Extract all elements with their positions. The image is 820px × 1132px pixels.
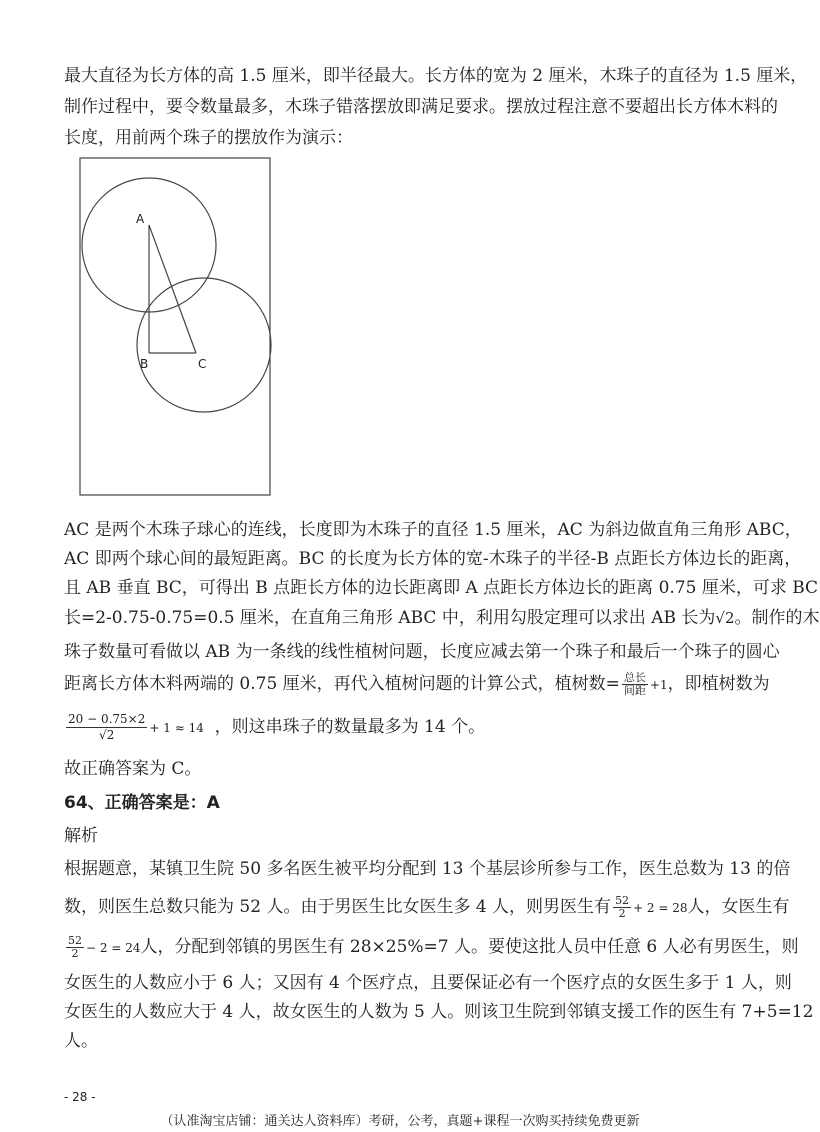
female-expression: − 2 = 24 — [86, 941, 141, 955]
conclusion-text: 故正确答案为 C。 — [64, 759, 202, 779]
explanation-line-5: 珠子数量可看做以 AB 为一条线的线性植树问题，长度应减去第一个珠子和最后一个珠子的圆心 — [64, 642, 780, 662]
male-fraction — [613, 895, 631, 920]
calculation-result: + 1 ≈ 14 — [149, 721, 204, 735]
explanation-line-6 — [64, 672, 770, 697]
point-c-label: C — [198, 357, 207, 371]
q64-line-3-tail: 人，分配到邻镇的男医生有 28×25%=7 人。要使这批人员中任意 6 人必有男医生，则 — [140, 937, 799, 957]
formula-numerator: 总长 — [623, 671, 646, 684]
calculation-numerator: 20 − 0.75×2 — [68, 712, 146, 726]
q64-line-1: 根据题意，某镇卫生院 50 多名医生被平均分配到 13 个基层诊所参与工作，医生总数为 13 的倍 — [64, 859, 791, 879]
formula-plus-one: +1 — [649, 678, 668, 692]
explanation-line-4-tail: 。制作的木 — [734, 608, 820, 628]
explanation-line-3: 且 AB 垂直 BC，可得出 B 点距长方体的边长距离即 A 点距长方体边长的距离 0.75 厘米，可求 BC — [64, 578, 819, 598]
male-fraction-numerator: 52 — [615, 894, 630, 907]
explanation-line-6-tail: ，即植树数为 — [667, 674, 770, 694]
q64-line-6: 人。 — [64, 1031, 98, 1051]
wood-block-rectangle — [80, 158, 270, 495]
intro-line-1: 最大直径为长方体的高 1.5 厘米，即半径最大。长方体的宽为 2 厘米，木珠子的直径为 1.5 厘米， — [64, 66, 808, 86]
explanation-line-2: AC 即两个球心间的最短距离。BC 的长度为长方体的宽-木珠子的半径-B 点距长方体边长的距离， — [64, 549, 802, 569]
tree-planting-formula-fraction — [622, 672, 648, 697]
bead-placement-diagram — [74, 155, 284, 500]
female-fraction-denominator: 2 — [71, 947, 79, 960]
point-a-label: A — [136, 212, 145, 226]
bead-circle-2 — [137, 278, 271, 412]
segment-ac — [149, 225, 196, 353]
explanation-line-4-text: 长=2-0.75-0.75=0.5 厘米，在直角三角形 ABC 中，利用勾股定理可以求出 AB 长为 — [64, 608, 716, 628]
female-fraction-numerator: 52 — [68, 934, 82, 947]
footer-note: （认准淘宝店铺：通关达人资料库）考研，公考，真题+课程一次购买持续免费更新 — [160, 1114, 640, 1129]
female-fraction — [66, 935, 84, 960]
q64-line-2 — [64, 895, 790, 920]
q64-analysis-label: 解析 — [64, 826, 98, 846]
q64-line-4: 女医生的人数应小于 6 人；又因有 4 个医疗点，且要保证必有一个医疗点的女医生多于 1 人，则 — [64, 973, 792, 993]
q64-line-5: 女医生的人数应大于 4 人，故女医生的人数为 5 人。则该卫生院到邻镇支援工作的医生有 7+5=12 — [64, 1002, 814, 1022]
intro-line-3: 长度，用前两个珠子的摆放作为演示： — [64, 128, 353, 148]
calculation-fraction — [66, 712, 147, 743]
q64-line-2-tail: 人，女医生有 — [687, 897, 790, 917]
q64-line-3 — [64, 935, 799, 960]
page-number: - 28 - — [64, 1090, 96, 1104]
explanation-line-7-tail: ，则这串珠子的数量最多为 14 个。 — [214, 717, 486, 737]
explanation-line-4 — [64, 606, 820, 630]
explanation-line-7 — [64, 712, 485, 743]
formula-denominator: 间距 — [623, 684, 646, 697]
male-fraction-denominator: 2 — [618, 907, 626, 920]
male-expression: + 2 = 28 — [633, 901, 688, 915]
intro-line-2: 制作过程中，要令数量最多，木珠子错落摆放即满足要求。摆放过程注意不要超出长方体木料的 — [64, 97, 778, 117]
calculation-denominator: √2 — [99, 728, 115, 742]
sqrt-two: √2 — [715, 609, 735, 627]
explanation-line-1: AC 是两个木珠子球心的连线，长度即为木珠子的直径 1.5 厘米，AC 为斜边做直角三角形 ABC， — [64, 520, 802, 540]
q64-line-2-text: 数，则医生总数只能为 52 人。由于男医生比女医生多 4 人，则男医生有 — [64, 897, 612, 917]
explanation-line-6-text: 距离长方体木料两端的 0.75 厘米，再代入植树问题的计算公式，植树数= — [64, 674, 620, 694]
q64-heading: 64、正确答案是：A — [64, 793, 220, 813]
point-b-label: B — [140, 357, 149, 371]
